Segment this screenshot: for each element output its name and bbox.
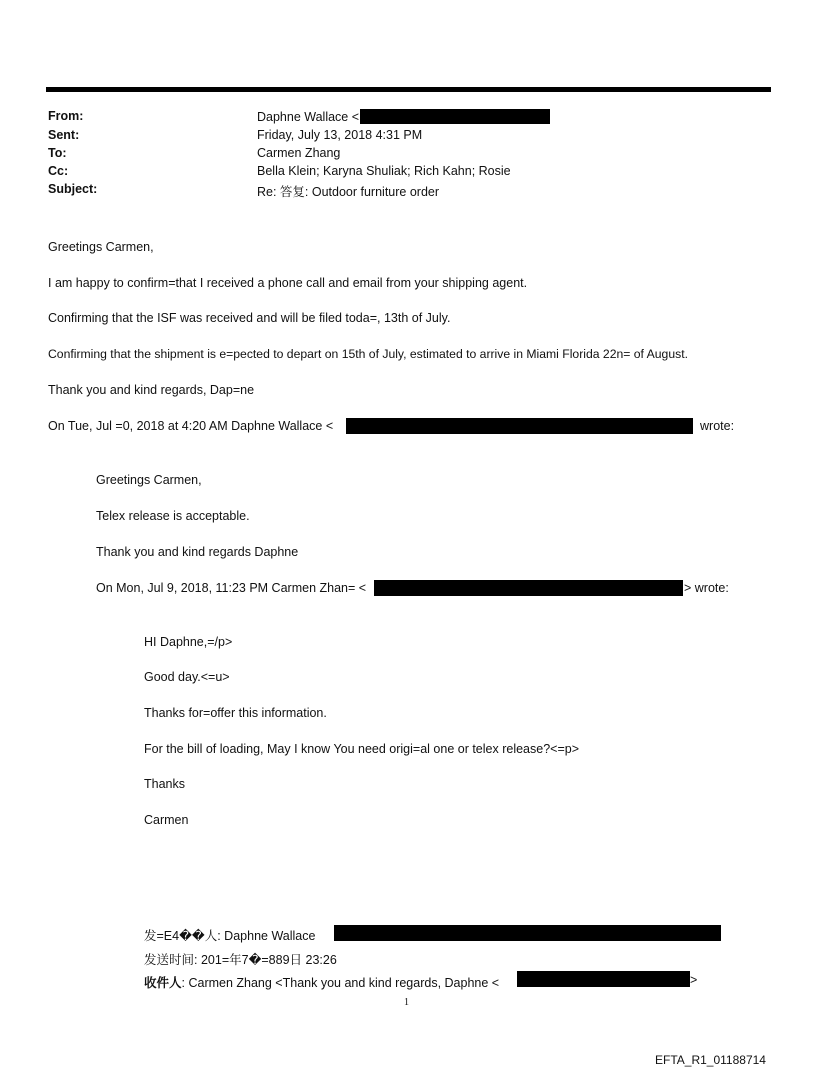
quote3-from-label: 发=E4��人 [144,929,218,943]
sent-value: Friday, July 13, 2018 4:31 PM [257,128,423,142]
quote2-line: Good day.<=u> [144,670,230,684]
page-number: 1 [404,997,409,1008]
cc-label: Cc: [48,164,69,178]
subject-value: Re: 答复: Outdoor furniture order [257,185,440,199]
quote2-line: Carmen [144,813,189,827]
from-value: Daphne Wallace < [257,110,360,124]
to-value: Carmen Zhang [257,146,341,160]
footer-id: EFTA_R1_01188714 [655,1053,766,1067]
redaction [346,418,693,434]
quote1-line: Telex release is acceptable. [96,509,250,523]
subject-label: Subject: [48,182,98,196]
from-line [257,109,550,124]
quote3-to-label: 收件人 [144,976,182,990]
quote1-wrote: wrote: [700,419,735,433]
quote2-line: Thanks for=offer this information. [144,706,327,720]
quote2-line: For the bill of loading, May I know You need origi=al one or telex release?<=p> [144,742,580,756]
redaction [360,109,550,124]
cc-value: Bella Klein; Karyna Shuliak; Rich Kahn; Rosie [257,164,511,178]
body-line: Greetings Carmen, [48,240,154,254]
redaction [334,925,721,941]
quote3-from [144,926,315,944]
body-line: I am happy to confirm=that I received a phone call and email from your shipping agent. [48,276,528,290]
quote2-line: Thanks [144,777,185,791]
header-rule [46,87,771,92]
quote2-line: HI Daphne,=/p> [144,635,233,649]
body-line: Confirming that the shipment is e=pected to depart on 15th of July, estimated to arrive in Miami Florida 22n= of August. [48,347,688,361]
quote3-sent-label: 发送时间 [144,953,195,967]
quote3-to-end: > [690,973,698,987]
quote3-from-value: : Daphne Wallace [217,929,316,943]
sent-label: Sent: [48,128,80,142]
quote2-wrote: > wrote: [684,581,729,595]
quote1-line: Greetings Carmen, [96,473,202,487]
quote3-to [144,973,499,991]
quote3-sent [144,950,337,968]
quote3-sent-value: : 201=年7�=889日 23:26 [194,953,337,967]
body-line: Thank you and kind regards, Dap=ne [48,383,255,397]
quote1-line: Thank you and kind regards Daphne [96,545,299,559]
quote3-to-value: : Carmen Zhang <Thank you and kind regards, Daphne < [181,976,500,990]
to-label: To: [48,146,67,160]
from-label: From: [48,109,84,123]
redaction [517,971,690,987]
quote2-intro: On Mon, Jul 9, 2018, 11:23 PM Carmen Zhan= < [96,581,367,595]
body-line: Confirming that the ISF was received and will be filed toda=, 13th of July. [48,311,451,325]
quote1-intro: On Tue, Jul =0, 2018 at 4:20 AM Daphne Wallace < [48,419,334,433]
redaction [374,580,683,596]
